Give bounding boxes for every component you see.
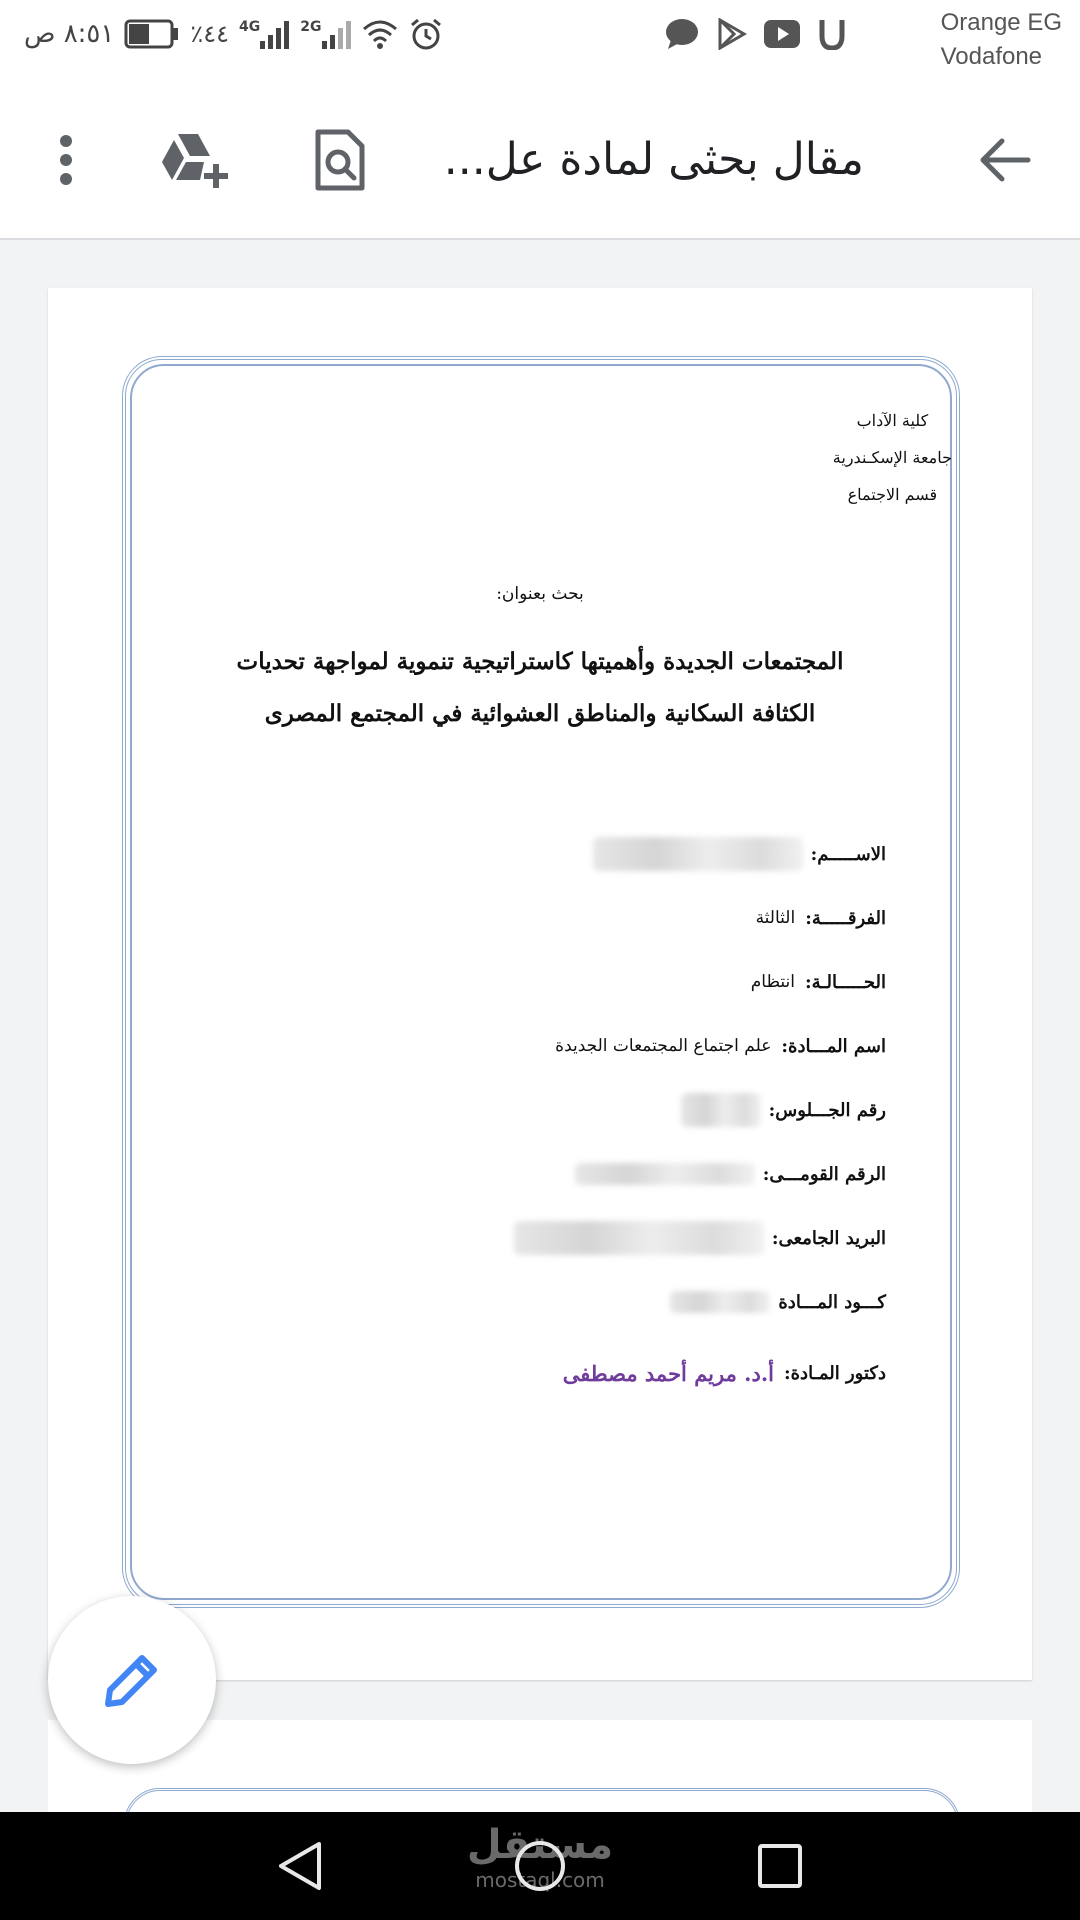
network-4g-label: 4G (239, 19, 261, 35)
field-label: اسم المـــادة: (781, 1035, 886, 1057)
youtube-icon (764, 16, 800, 52)
u-app-icon (814, 16, 850, 52)
network-2g-label: 2G (300, 19, 322, 35)
field-value: علم اجتماع المجتمعات الجديدة (555, 1036, 772, 1056)
field-label: الاســـــم: (810, 843, 886, 865)
field-email (166, 1206, 886, 1270)
nav-recents-button[interactable] (748, 1834, 812, 1898)
field-label: دكتور المـادة: (783, 1362, 886, 1384)
app-bar (0, 80, 1080, 240)
field-label: الحـــــالـة: (804, 971, 886, 993)
battery-icon (124, 16, 180, 52)
signal-2g-icon (300, 19, 351, 49)
play-store-icon (714, 16, 750, 52)
research-title-line-1: المجتمعات الجديدة وأهميتها كاستراتيجية تنموية لمواجهة تحديات (236, 648, 844, 675)
doctor-name: أ.د. مريم أحمد مصطفى (562, 1360, 774, 1386)
back-arrow-icon (978, 137, 1032, 183)
redacted-value (514, 1221, 764, 1255)
status-bar (0, 0, 1080, 80)
field-subject (166, 1014, 886, 1078)
clock-time: ٨:٥١ ص (24, 19, 115, 49)
carrier-2: Vodafone (940, 43, 1043, 70)
alarm-icon (408, 16, 444, 52)
back-button[interactable] (970, 125, 1040, 195)
institution-block (833, 402, 952, 513)
field-value: الثالثة (755, 908, 796, 928)
edit-pencil-icon (102, 1650, 162, 1710)
more-vert-icon (59, 134, 73, 186)
nav-home-icon (512, 1838, 568, 1894)
nav-home-button[interactable] (508, 1834, 572, 1898)
faculty-name: كلية الآداب (856, 411, 929, 430)
research-label: بحث بعنوان: (496, 584, 584, 604)
research-title-line-2: الكثافة السكانية والمناطق العشوائية في المجتمع المصرى (264, 700, 816, 727)
find-in-page-icon (314, 128, 366, 192)
field-name (166, 822, 886, 886)
redacted-value (593, 837, 803, 871)
nav-back-button[interactable] (268, 1834, 332, 1898)
document-title: مقال بحثى لمادة عل... (443, 134, 864, 185)
carrier-info (941, 6, 1062, 74)
nav-recents-icon (756, 1842, 804, 1890)
field-seat-number (166, 1078, 886, 1142)
redacted-value (575, 1163, 755, 1185)
add-to-drive-button[interactable] (150, 120, 240, 200)
watermark-english: mostaql.com (475, 1868, 605, 1892)
battery-percent: ٪٤٤ (190, 20, 230, 48)
notification-icons (664, 16, 850, 52)
drive-add-icon (160, 130, 230, 190)
student-info-fields (166, 822, 886, 1412)
field-label: كـــود المـــادة (778, 1291, 886, 1313)
field-label: الرقم القومـــى: (762, 1163, 886, 1185)
university-name: جامعة الإسكـندرية (832, 448, 952, 467)
research-title (180, 636, 900, 740)
signal-4g-icon (239, 19, 290, 49)
field-label: البريد الجامعى: (771, 1227, 886, 1249)
field-year (166, 886, 886, 950)
edit-fab-button[interactable] (48, 1596, 216, 1764)
field-status (166, 950, 886, 1014)
redacted-value (681, 1093, 761, 1127)
field-label: رقم الجـــلوس: (768, 1099, 886, 1121)
field-value: انتظام (750, 972, 795, 992)
field-national-id (166, 1142, 886, 1206)
field-subject-code (166, 1270, 886, 1334)
more-options-button[interactable] (36, 120, 96, 200)
carrier-1: Orange EG (940, 9, 1062, 36)
field-doctor (166, 1334, 886, 1412)
field-label: الفرقـــــة: (805, 907, 886, 929)
wifi-icon (362, 16, 398, 52)
redacted-value (670, 1291, 770, 1313)
watermark-arabic: مستقل (466, 1822, 614, 1868)
department-name: قسم الاجتماع (847, 485, 938, 504)
find-in-page-button[interactable] (300, 120, 380, 200)
message-icon (664, 16, 700, 52)
system-nav-bar (0, 1812, 1080, 1920)
nav-back-icon (275, 1840, 325, 1892)
system-icons (24, 16, 444, 52)
